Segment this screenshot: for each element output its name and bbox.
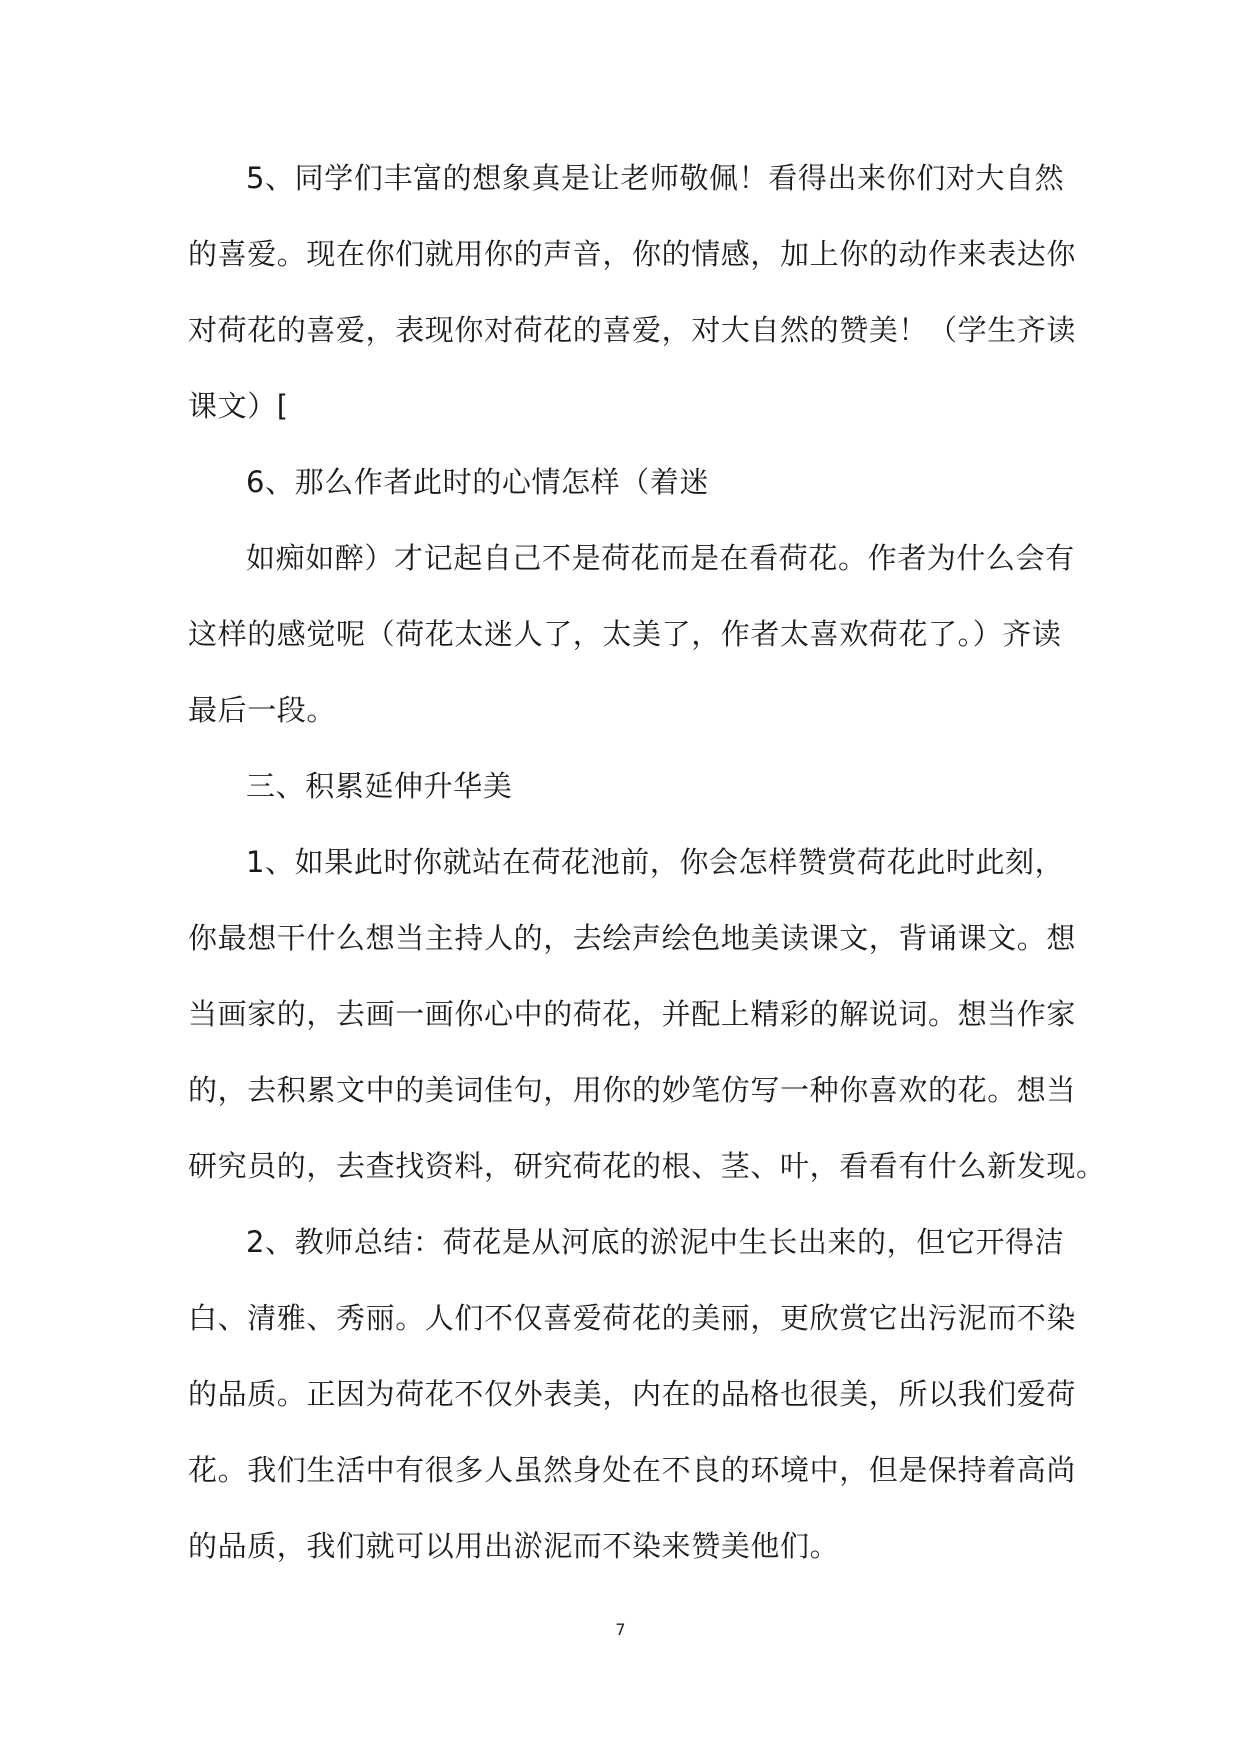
paragraph-2-line-5: 的品质，我们就可以用出淤泥而不染来赞美他们。	[188, 1529, 840, 1563]
paragraph-5-line-2: 的喜爱。现在你们就用你的声音，你的情感，加上你的动作来表达你	[188, 237, 1077, 271]
document-body	[188, 140, 1106, 1584]
paragraph-2-line-2: 白、清雅、秀丽。人们不仅喜爱荷花的美丽，更欣赏它出污泥而不染	[188, 1301, 1077, 1335]
paragraph-1-line-1: 1、如果此时你就站在荷花池前，你会怎样赞赏荷花此时此刻，	[246, 845, 1065, 879]
paragraph-6-line-3: 这样的感觉呢（荷花太迷人了，太美了，作者太喜欢荷花了。）齐读	[188, 617, 1062, 651]
paragraph-6-line-4: 最后一段。	[188, 693, 337, 727]
page-number: 7	[615, 1620, 626, 1639]
paragraph-2-line-4: 花。我们生活中有很多人虽然身处在不良的环境中，但是保持着高尚	[188, 1453, 1077, 1487]
paragraph-6-line-2: 如痴如醉）才记起自己不是荷花而是在看荷花。作者为什么会有	[246, 541, 1075, 575]
paragraph-2-line-3: 的品质。正因为荷花不仅外表美，内在的品格也很美，所以我们爱荷	[188, 1377, 1077, 1411]
paragraph-5-line-3: 对荷花的喜爱，表现你对荷花的喜爱，对大自然的赞美！（学生齐读	[188, 313, 1077, 347]
paragraph-2-line-1: 2、教师总结：荷花是从河底的淤泥中生长出来的，但它开得洁	[246, 1225, 1065, 1259]
paragraph-1-line-2: 你最想干什么想当主持人的，去绘声绘色地美读课文，背诵课文。想	[188, 921, 1077, 955]
section-heading: 三、积累延伸升华美	[246, 769, 513, 803]
paragraph-1-line-3: 当画家的，去画一画你心中的荷花，并配上精彩的解说词。想当作家	[188, 997, 1077, 1031]
paragraph-1-line-4: 的，去积累文中的美词佳句，用你的妙笔仿写一种你喜欢的花。想当	[188, 1073, 1077, 1107]
paragraph-5-line-4: 课文）[	[188, 389, 289, 423]
paragraph-1-line-5: 研究员的，去查找资料，研究荷花的根、茎、叶，看看有什么新发现。	[188, 1149, 1106, 1183]
paragraph-5-line-1: 5、同学们丰富的想象真是让老师敬佩！看得出来你们对大自然	[246, 161, 1065, 195]
paragraph-6-line-1: 6、那么作者此时的心情怎样（着迷	[246, 465, 710, 499]
